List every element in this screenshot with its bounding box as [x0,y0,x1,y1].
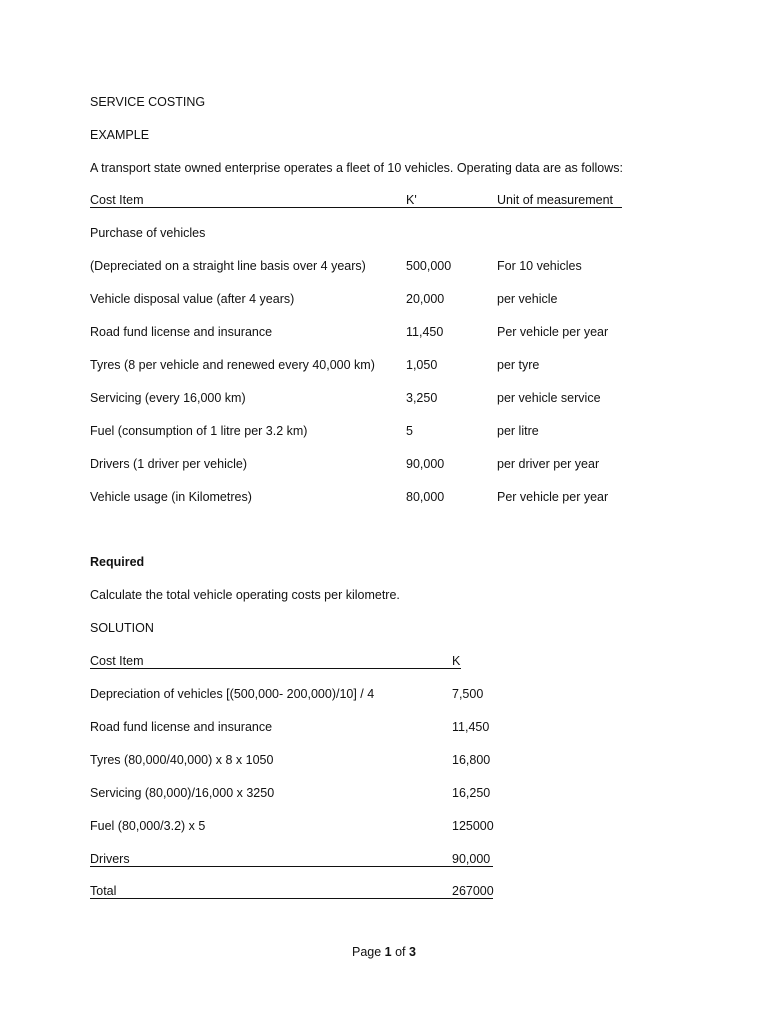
data-row-label: Vehicle disposal value (after 4 years) [90,292,295,306]
data-header-cost-item: Cost Item [90,193,144,207]
page-prefix: Page [352,945,385,959]
solution-row-amount: 11,450 [452,720,490,734]
solution-row-label: Drivers [90,852,130,866]
solution-row-label: Tyres (80,000/40,000) x 8 x 1050 [90,753,274,767]
solution-header-cost-item: Cost Item [90,654,144,668]
data-row-amount: 1,050 [406,358,438,372]
solution-label: SOLUTION [90,621,154,635]
solution-row-label: Fuel (80,000/3.2) x 5 [90,819,206,833]
data-row-unit: per vehicle service [497,391,601,405]
solution-row-label: Depreciation of vehicles [(500,000- 200,000)/10] / 4 [90,687,375,701]
data-row-amount: 3,250 [406,391,438,405]
data-row-label: Servicing (every 16,000 km) [90,391,246,405]
example-label: EXAMPLE [90,128,150,142]
data-header-amount: K' [406,193,417,207]
data-row-unit: per litre [497,424,539,438]
data-row-label: Road fund license and insurance [90,325,273,339]
drivers-row-underline [90,866,493,867]
current-page: 1 [384,945,392,959]
data-row-unit: Per vehicle per year [497,490,609,504]
solution-row-amount: 7,500 [452,687,484,701]
data-row-unit: per vehicle [497,292,558,306]
data-row-amount: 80,000 [406,490,445,504]
solution-row-amount: 16,250 [452,786,491,800]
data-row-amount: 5 [406,424,413,438]
solution-total-label: Total [90,884,117,898]
data-row-label: Drivers (1 driver per vehicle) [90,457,247,471]
data-row-amount: 20,000 [406,292,445,306]
data-row-unit: For 10 vehicles [497,259,582,273]
data-row-label: Vehicle usage (in Kilometres) [90,490,252,504]
data-row-label: Purchase of vehicles [90,226,206,240]
data-header-unit: Unit of measurement [497,193,614,207]
solution-row-amount: 125000 [452,819,494,833]
data-row-unit: per tyre [497,358,540,372]
solution-total-amount: 267000 [452,884,494,898]
data-row-amount: 500,000 [406,259,452,273]
document-heading: SERVICE COSTING [90,95,206,109]
data-row-amount: 90,000 [406,457,445,471]
solution-row-label: Servicing (80,000)/16,000 x 3250 [90,786,275,800]
solution-header-underline [90,668,461,669]
data-header-underline [90,207,622,208]
total-pages: 3 [409,945,416,959]
page-separator: of [391,945,409,959]
data-row-label: (Depreciated on a straight line basis over 4 years) [90,259,366,273]
data-row-label: Tyres (8 per vehicle and renewed every 40,000 km) [90,358,375,372]
data-row-unit: Per vehicle per year [497,325,609,339]
required-text: Calculate the total vehicle operating costs per kilometre. [90,588,400,602]
data-row-unit: per driver per year [497,457,600,471]
intro-paragraph: A transport state owned enterprise operates a fleet of 10 vehicles. Operating data are as follows: [90,161,623,175]
data-row-label: Fuel (consumption of 1 litre per 3.2 km) [90,424,308,438]
solution-row-amount: 90,000 [452,852,491,866]
solution-header-amount: K [452,654,461,668]
total-row-underline [90,898,493,899]
data-row-amount: 11,450 [406,325,444,339]
page-number-footer [352,944,416,960]
solution-row-label: Road fund license and insurance [90,720,273,734]
solution-row-amount: 16,800 [452,753,491,767]
required-label: Required [90,555,145,569]
